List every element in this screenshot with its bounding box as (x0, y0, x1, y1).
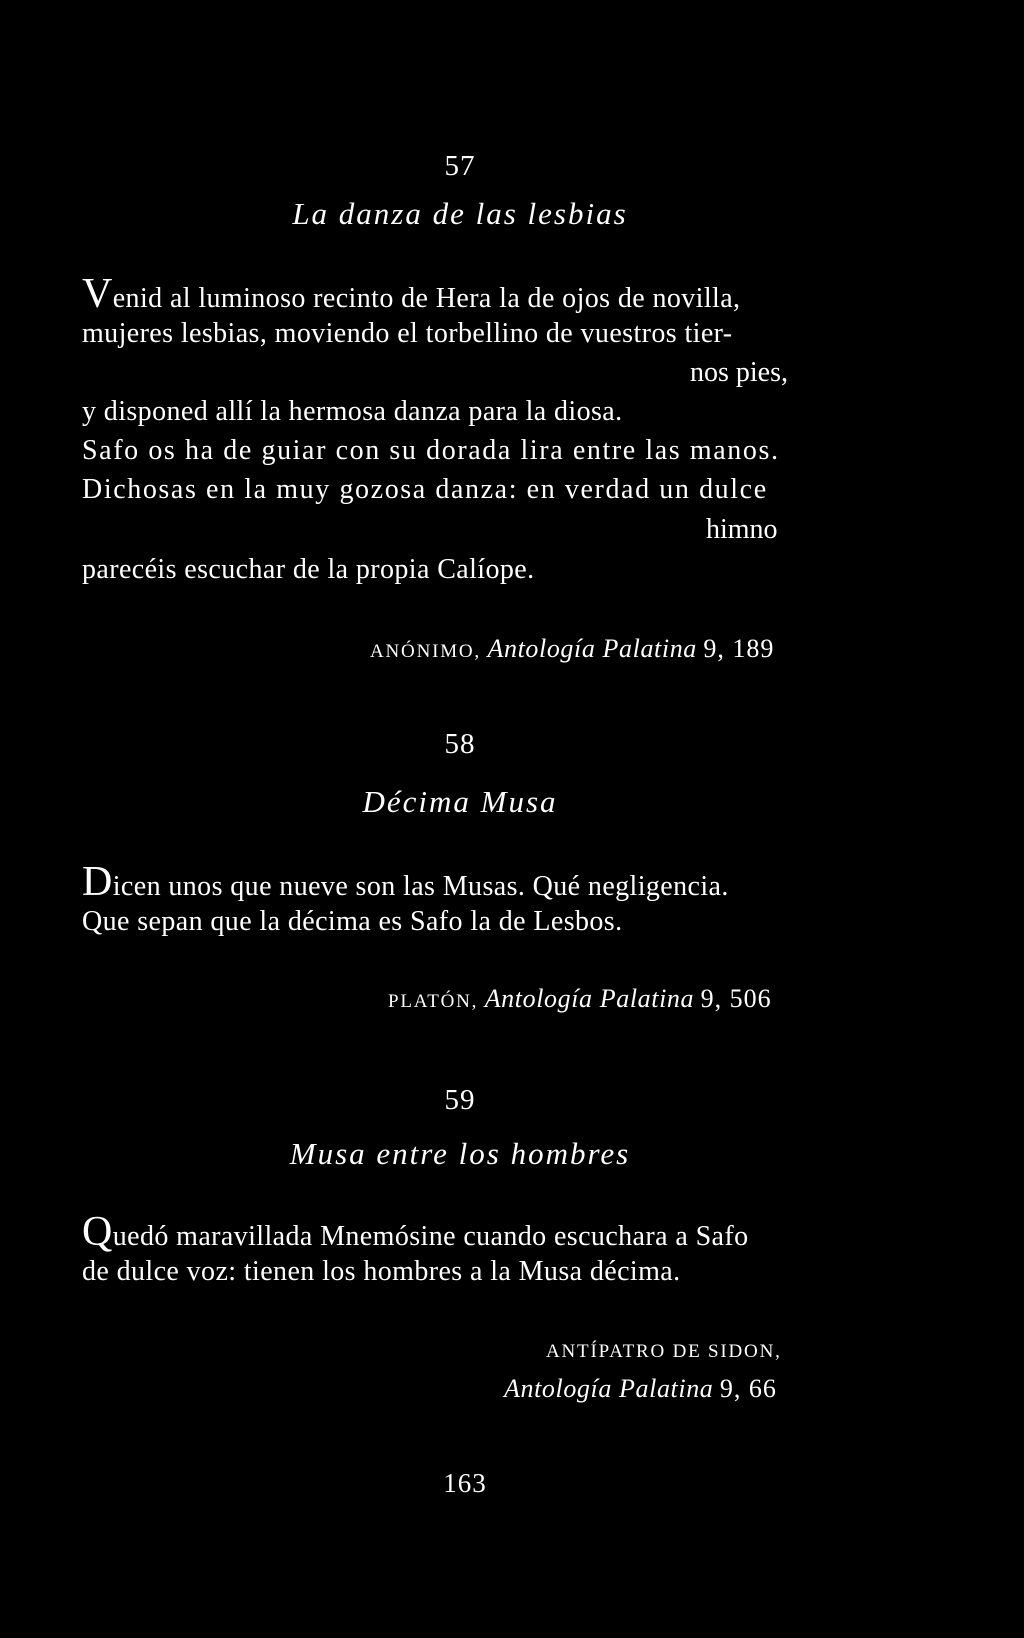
poem-title: Décima Musa (362, 784, 558, 819)
poem-line (82, 1209, 749, 1255)
poem-line-text: enid al luminoso recinto de Hera la de ojos de novilla, (112, 283, 741, 314)
poem-line-text: uedó maravillada Mnemósine cuando escuchara a Safo (112, 1221, 749, 1252)
poem-title: La danza de las lesbias (292, 196, 628, 231)
attribution-work: Antología Palatina (484, 984, 695, 1013)
poem-line: Safo os ha de guiar con su dorada lira entre las manos. (82, 435, 780, 466)
attribution-work-line (504, 1374, 777, 1404)
poem-line-text: icen unos que nueve son las Musas. Qué negligencia. (112, 871, 729, 902)
poem-number: 58 (444, 728, 476, 760)
poem-title: Musa entre los hombres (289, 1136, 631, 1171)
poem-line: Que sepan que la décima es Safo la de Lesbos. (82, 906, 623, 937)
poem-number: 57 (444, 150, 476, 182)
poem-line: y disponed allí la hermosa danza para la diosa. (82, 396, 623, 427)
page-number: 163 (443, 1468, 487, 1498)
attribution-author: PLATÓN, (388, 991, 479, 1012)
poem-number: 59 (444, 1084, 476, 1116)
attribution-work: Antología Palatina (504, 1374, 714, 1403)
drop-cap: D (82, 859, 113, 905)
attribution-ref: 9, 189 (703, 634, 775, 663)
drop-cap: Q (82, 1209, 113, 1255)
poem-line: parecéis escuchar de la propia Calíope. (82, 554, 535, 585)
attribution-author: ANTÍPATRO DE SIDON, (546, 1341, 782, 1362)
poem-line: de dulce voz: tienen los hombres a la Musa décima. (82, 1256, 681, 1287)
attribution (388, 984, 772, 1014)
poem-line: mujeres lesbias, moviendo el torbellino de vuestros tier- (82, 318, 733, 349)
poem-line (82, 271, 741, 317)
poem-turnover: nos pies, (690, 357, 788, 388)
attribution-author-line (546, 1334, 782, 1364)
poem-line (82, 859, 729, 905)
attribution-work: Antología Palatina (487, 634, 697, 663)
attribution-author: ANÓNIMO, (370, 641, 481, 662)
drop-cap: V (82, 271, 113, 317)
poem-line: Dichosas en la muy gozosa danza: en verdad un dulce (82, 474, 768, 505)
poem-turnover: himno (706, 514, 778, 545)
attribution-ref: 9, 506 (700, 984, 772, 1013)
attribution (370, 634, 774, 664)
attribution-ref: 9, 66 (719, 1374, 777, 1403)
